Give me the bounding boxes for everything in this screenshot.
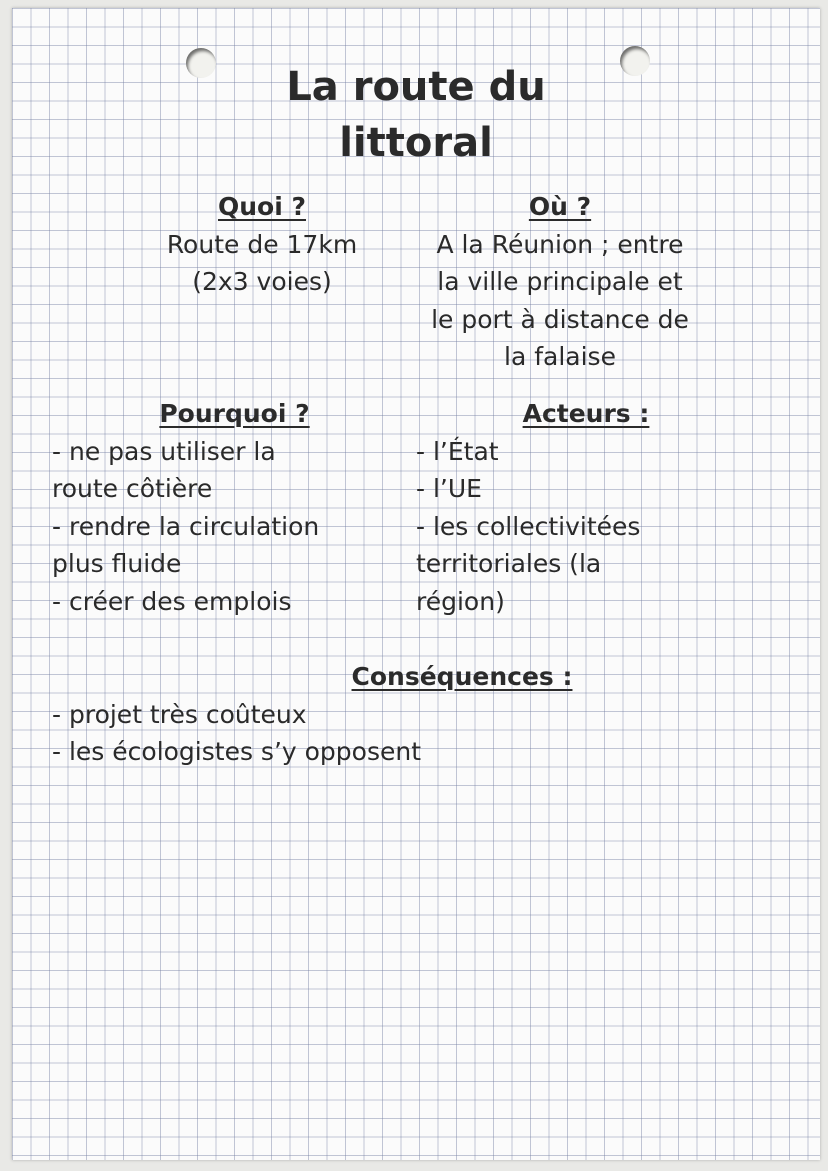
consequences-line: - les écologistes s’y opposent [52, 737, 422, 766]
pourquoi-line: plus fluide [52, 549, 182, 578]
acteurs-line: - les collectivitées [416, 511, 641, 541]
ou-heading: Où ? [528, 192, 592, 221]
consequences-heading: Conséquences : [351, 662, 573, 691]
section-ou [390, 188, 730, 376]
note-sheet [12, 8, 820, 1160]
ou-line: le port à distance de [431, 304, 689, 334]
quoi-heading: Quoi ? [217, 192, 306, 221]
ou-line: la falaise [504, 342, 616, 371]
page-title-line-2: littoral [339, 120, 493, 166]
pourquoi-line: - ne pas utiliser la [52, 436, 276, 466]
pourquoi-line: - créer des emplois [52, 586, 292, 616]
quoi-line: (2x3 voies) [192, 267, 332, 296]
ou-line: la ville principale et [437, 267, 683, 296]
acteurs-heading: Acteurs : [522, 399, 650, 428]
acteurs-line: - l’État [416, 436, 499, 466]
acteurs-line: région) [416, 586, 505, 616]
page-title-line-1: La route du [286, 64, 546, 110]
pourquoi-line: - rendre la circulation [52, 511, 320, 541]
acteurs-line: - l’UE [416, 474, 482, 503]
quoi-line: Route de 17km [166, 229, 358, 259]
pourquoi-heading: Pourquoi ? [159, 399, 310, 428]
acteurs-line: territoriales (la [416, 549, 602, 578]
consequences-line: - projet très coûteux [52, 699, 307, 729]
section-consequences [52, 658, 792, 771]
section-acteurs [416, 395, 736, 620]
section-pourquoi [52, 395, 412, 620]
pourquoi-line: route côtière [52, 474, 213, 503]
ou-line: A la Réunion ; entre [436, 229, 684, 259]
